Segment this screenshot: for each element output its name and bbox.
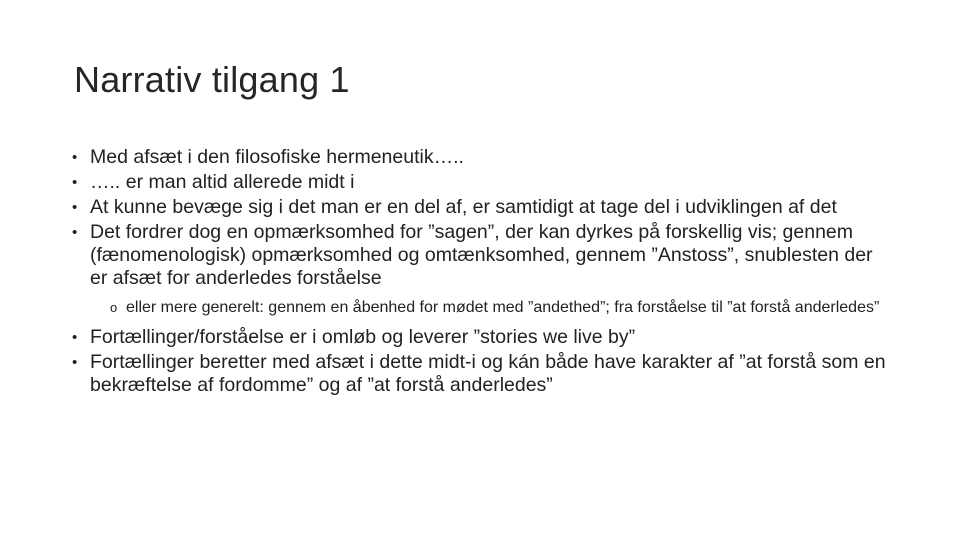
sub-list-item-text: eller mere generelt: gennem en åbenhed for mødet med ”andethed”; fra forståelse til ”at forstå anderledes” (126, 299, 880, 316)
bullet-marker: • (72, 329, 78, 346)
list-item-text: At kunne bevæge sig i det man er en del af, er samtidigt at tage del i udviklingen af det (90, 196, 837, 218)
list-item-text: Fortællinger/forståelse er i omløb og leverer ”stories we live by” (90, 326, 636, 348)
list-item (72, 351, 892, 397)
sub-bullet-marker: o (110, 300, 118, 315)
bullet-marker: • (72, 224, 78, 241)
bullet-marker: • (72, 174, 78, 191)
list-item (72, 146, 892, 169)
list-item-text: Det fordrer dog en opmærksomhed for ”sagen”, der kan dyrkes på forskellig vis; gennem (fænomenologisk) opmærksomhed og omtænksomhed, gennem ”Anstoss”, snublesten der er afsæt for anderledes forståelse (90, 221, 873, 289)
list-item-text: Med afsæt i den filosofiske hermeneutik….. (90, 146, 464, 168)
sub-list-item (72, 299, 892, 316)
bullet-list (72, 144, 892, 397)
list-item (72, 326, 892, 349)
list-item (72, 171, 892, 194)
list-item-text: Fortællinger beretter med afsæt i dette midt-i og kán både have karakter af ”at forstå som en bekræftelse af fordomme” og af ”at forstå anderledes” (90, 351, 886, 396)
bullet-marker: • (72, 199, 78, 216)
list-item (72, 221, 892, 290)
list-item-text: ….. er man altid allerede midt i (90, 171, 355, 193)
slide-title: Narrativ tilgang 1 (74, 59, 350, 100)
list-item (72, 196, 892, 219)
bullet-marker: • (72, 354, 78, 371)
bullet-marker: • (72, 149, 78, 166)
